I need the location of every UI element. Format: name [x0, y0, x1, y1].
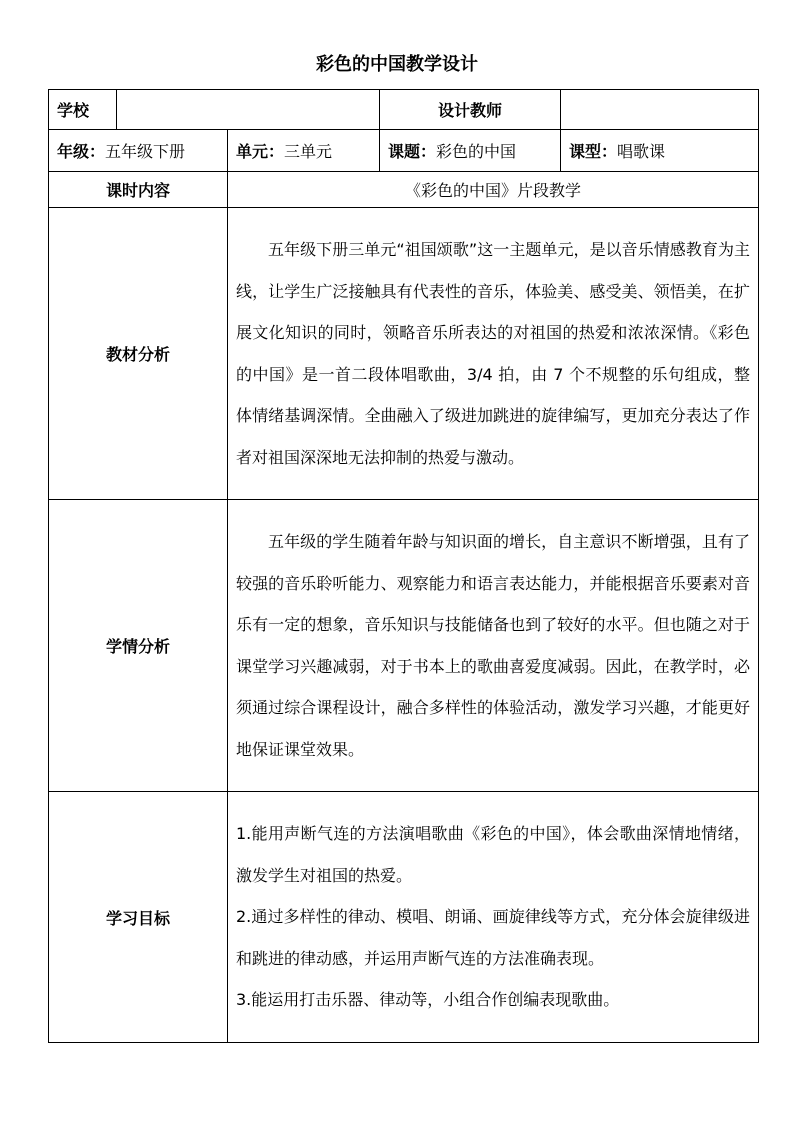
student-analysis-label: 学情分析	[49, 500, 228, 792]
student-analysis-text: 五年级的学生随着年龄与知识面的增长，自主意识不断增强，且有了较强的音乐聆听能力、观察能力和语言表达能力，并能根据音乐要素对音乐有一定的想象，音乐知识与技能储备也到了较好的水平。但也随之对于课堂学习兴趣减弱，对于书本上的歌曲喜爱度减弱。因此，在教学时，必须通过综合课程设计，融合多样性的体验活动，激发学习兴趣，才能更好地保证课堂效果。	[236, 532, 750, 759]
table-row-school	[49, 90, 759, 130]
grade-value: 五年级下册	[105, 142, 186, 161]
material-analysis-text: 五年级下册三单元“祖国颂歌”这一主题单元，是以音乐情感教育为主线，让学生广泛接触具有代表性的音乐，体验美、感受美、领悟美，在扩展文化知识的同时，领略音乐所表达的对祖国的热爱和浓浓深情。《彩色的中国》是一首二段体唱歌曲，3/4 拍，由 7 个不规整的乐句组成，整体情绪基调深情。全曲融入了级进加跳进的旋律编写，更加充分表达了作者对祖国深深地无法抑制的热爱与激动。	[236, 240, 750, 467]
table-row-meta	[49, 130, 759, 172]
type-value: 唱歌课	[617, 142, 666, 161]
unit-cell	[228, 130, 380, 172]
type-label: 课型：	[569, 142, 618, 161]
student-analysis-cell	[228, 500, 759, 792]
type-cell	[561, 130, 759, 172]
table-row-material-analysis	[49, 208, 759, 500]
page-title: 彩色的中国教学设计	[316, 54, 478, 75]
lesson-content-label: 课时内容	[49, 172, 228, 208]
lesson-plan-table	[48, 89, 759, 1043]
learning-goal-item: 1.能用声断气连的方法演唱歌曲《彩色的中国》，体会歌曲深情地情绪，激发学生对祖国的热爱。	[236, 824, 750, 885]
table-row-lesson-content	[49, 172, 759, 208]
lesson-content-value: 《彩色的中国》片段教学	[228, 172, 759, 208]
learning-goal-item: 2.通过多样性的律动、模唱、朗诵、画旋律线等方式，充分体会旋律级进和跳进的律动感，并运用声断气连的方法准确表现。	[236, 907, 750, 968]
unit-value: 三单元	[284, 142, 333, 161]
topic-label: 课题：	[388, 142, 437, 161]
school-value-cell	[117, 90, 380, 130]
learning-goals-cell	[228, 792, 759, 1043]
table-row-learning-goals	[49, 792, 759, 1043]
table-row-student-analysis	[49, 500, 759, 792]
learning-goals-label: 学习目标	[49, 792, 228, 1043]
teacher-value-cell	[561, 90, 759, 130]
topic-cell	[380, 130, 561, 172]
learning-goal-item: 3.能运用打击乐器、律动等，小组合作创编表现歌曲。	[236, 990, 620, 1010]
grade-label: 年级：	[57, 142, 106, 161]
grade-cell	[49, 130, 228, 172]
school-label-cell: 学校	[49, 90, 117, 130]
topic-value: 彩色的中国	[436, 142, 517, 161]
material-analysis-cell	[228, 208, 759, 500]
unit-label: 单元：	[236, 142, 285, 161]
material-analysis-label: 教材分析	[49, 208, 228, 500]
teacher-label-cell: 设计教师	[380, 90, 561, 130]
